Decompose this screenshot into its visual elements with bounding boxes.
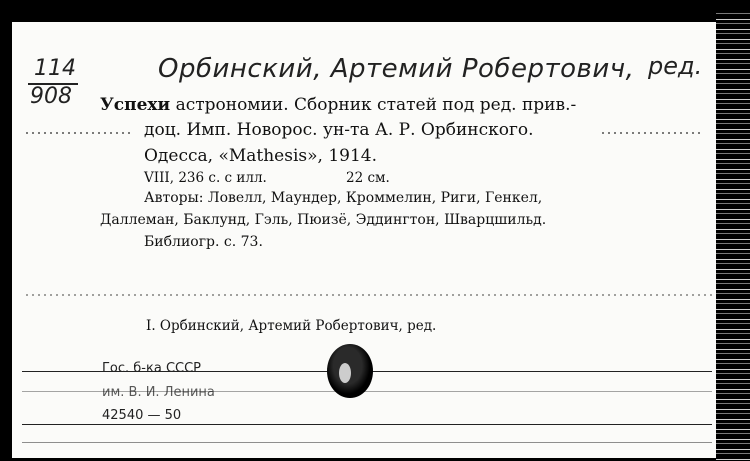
library-stamp-number: 42540 — 50 [102, 408, 182, 423]
shelfmark-bottom: 908 [30, 84, 72, 109]
library-stamp-subname: им. В. И. Ленина [102, 385, 215, 400]
title-bold-word: Успехи [100, 95, 171, 115]
tracing-entry: I. Орбинский, Артемий Робертович, ред. [146, 318, 437, 334]
scan-border-left [0, 22, 12, 461]
guide-line [26, 132, 130, 134]
punch-hole-highlight [339, 363, 351, 383]
shelfmark-top: 114 [34, 56, 76, 81]
heading-author: Орбинский, Артемий Робертович, [158, 54, 635, 84]
title-rest: астрономии. Сборник статей под ред. прив.- [175, 95, 577, 115]
guide-line [26, 294, 716, 296]
heading-role: ред. [648, 52, 703, 80]
pagination: VIII, 236 с. с илл. [144, 170, 267, 186]
authors-line-2: Даллеман, Баклунд, Гэль, Пюизё, Эддингтон, Шварцшильд. [100, 212, 547, 228]
imprint: Одесса, «Mathesis», 1914. [144, 146, 377, 166]
guide-line [602, 132, 702, 134]
stamp-rule [22, 424, 712, 425]
authors-line-1: Авторы: Ловелл, Маундер, Кроммелин, Риги, Генкел, [144, 190, 543, 206]
bibliography-note: Библиогр. с. 73. [144, 234, 263, 250]
catalog-card [12, 22, 716, 458]
dimensions: 22 см. [346, 170, 390, 186]
library-stamp-name: Гос. б-ка СССР [102, 361, 202, 376]
title-line-2: доц. Имп. Новорос. ун-та А. Р. Орбинского. [144, 120, 534, 140]
card-edge-right [716, 10, 750, 461]
scan-border-top [0, 0, 750, 22]
stamp-rule [22, 442, 712, 443]
title-line-1 [100, 95, 576, 115]
